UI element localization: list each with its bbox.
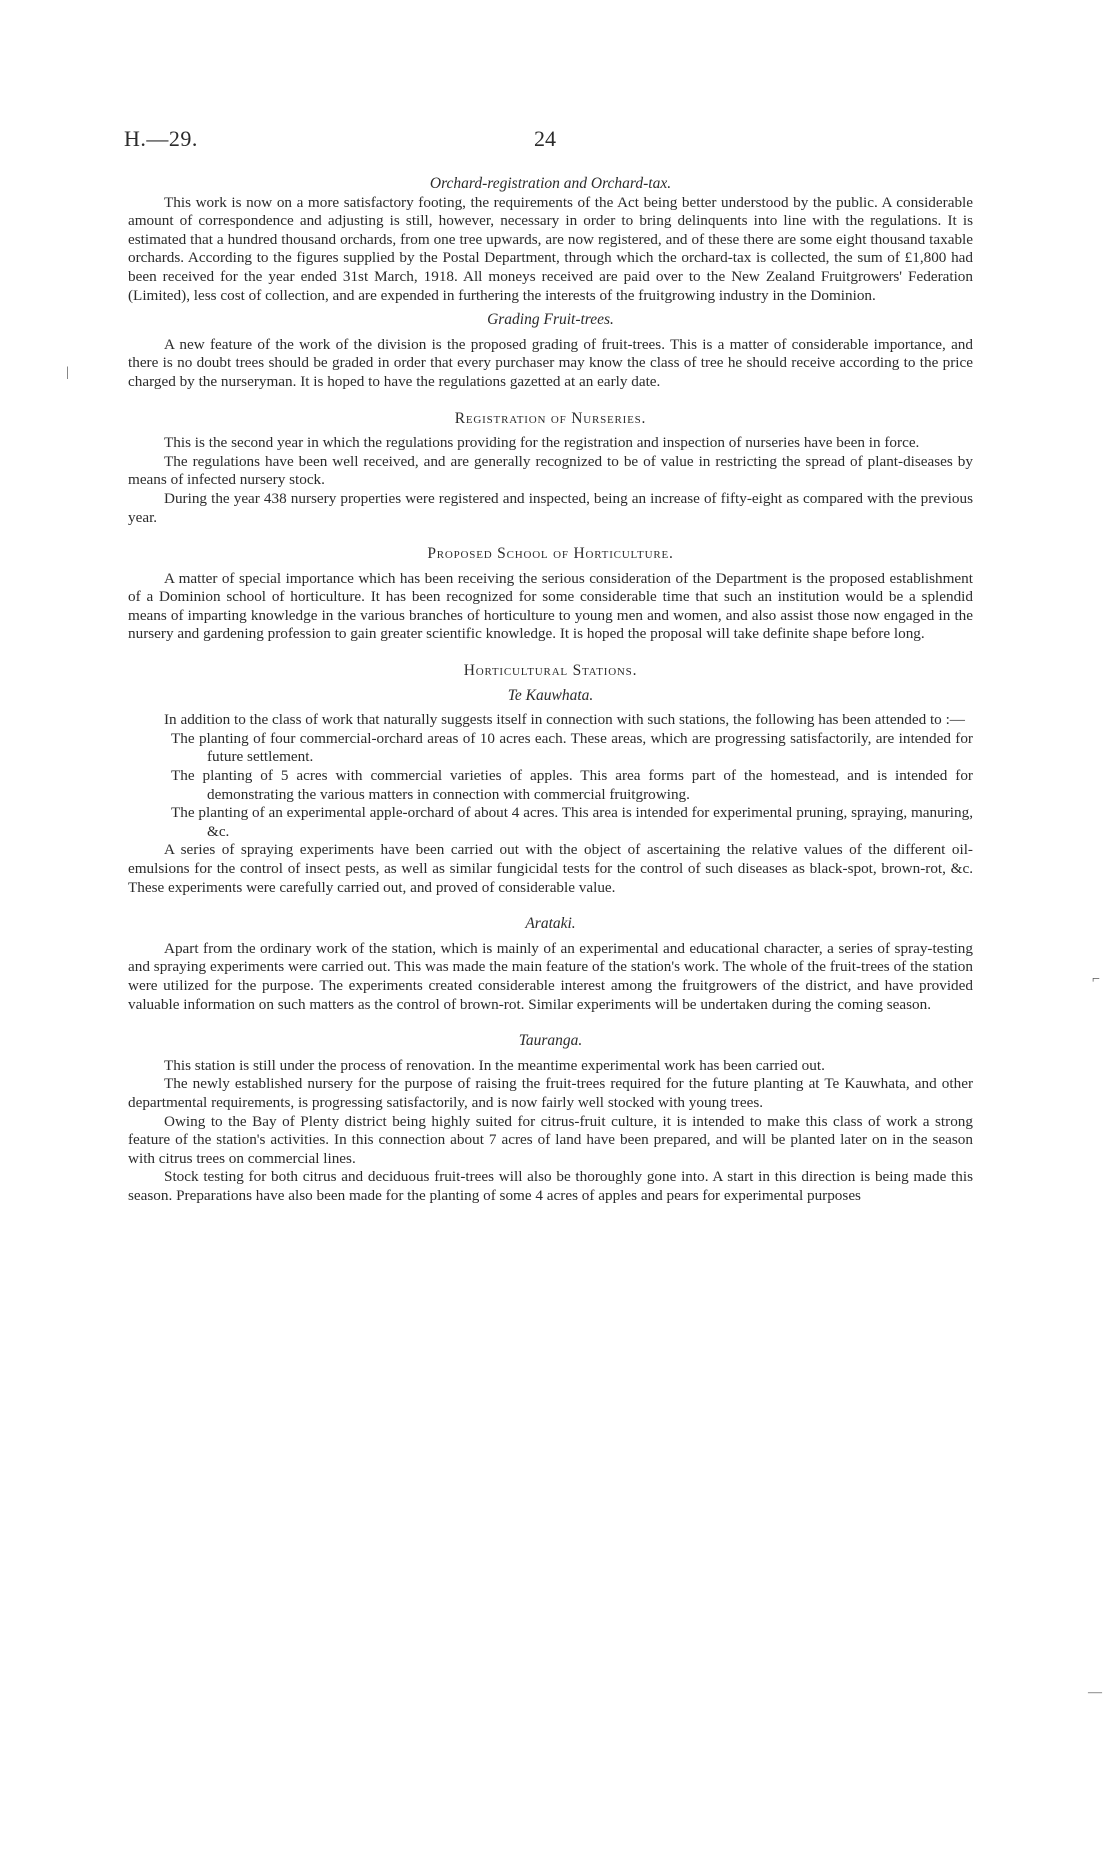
paragraph: The regulations have been well received, and are generally recognized to be of value in restricting the spread of plant-diseases by means of infected nursery stock. [128, 452, 973, 489]
section-title-grading: Grading Fruit-trees. [487, 311, 614, 329]
subsection-title-arataki: Arataki. [525, 915, 576, 933]
paragraph: This work is now on a more satisfactory footing, the requirements of the Act being better understood by the public. A considerable amount of correspondence and adjusting is still, however, necessary in order to bring delinquents into line with the regulations. It is estimated that a hundred thousand orchards, from one tree upwards, are now registered, and of these there are some eight thousand taxable orchards. According to the figures supplied by the Postal Department, through which the orchard-tax is collected, the sum of £1,800 had been received for the year ended 31st March, 1918. All moneys received are paid over to the New Zealand Fruitgrowers' Federation (Limited), less cost of collection, and are expended in furthering the interests of the fruitgrowing industry in the Dominion. [128, 193, 973, 304]
list-item: The planting of four commercial-orchard areas of 10 acres each. These areas, which are progressing satisfactorily, are intended for future settlement. [171, 729, 973, 766]
paragraph: The newly established nursery for the purpose of raising the fruit-trees required for the future planting at Te Kauwhata, and other departmental requirements, is progressing satisfactorily, and is now fairly well stocked with young trees. [128, 1075, 973, 1111]
section-title-horticultural-stations: Horticultural Stations. [463, 662, 638, 680]
paragraph: Apart from the ordinary work of the station, which is mainly of an experimental and educational character, a series of spray-testing and spraying experiments were carried out. This was made the main feature of the station's work. The whole of the fruit-trees of the station were utilized for the purpose. The experiments created considerable interest among the fruitgrowers of the district, and have provided valuable information on such matters as the control of brown-rot. Similar experiments will be undertaken during the coming season. [128, 939, 973, 1013]
document-reference: H.—29. [124, 126, 198, 151]
paragraph: In addition to the class of work that naturally suggests itself in connection with such stations, the following has been attended to :— [164, 711, 965, 729]
page-body [128, 175, 973, 1206]
paragraph: This is the second year in which the regulations providing for the registration and inspection of nurseries have been in force. [164, 434, 920, 452]
section-title-school-horticulture: Proposed School of Horticulture. [427, 545, 674, 563]
scan-mark: | [66, 365, 69, 380]
paragraph: A series of spraying experiments have been carried out with the object of ascertaining the relative values of the different oil-emulsions for the control of insect pests, as well as similar fungicidal tests for the control of such diseases as black-spot, brown-rot, &c. These experiments were carefully carried out, and proved of considerable value. [128, 841, 973, 896]
subsection-title-tauranga: Tauranga. [518, 1032, 583, 1050]
list-item: The planting of 5 acres with commercial varieties of apples. This area forms part of the homestead, and is intended for demonstrating the various matters in connection with commercial fruitgrowing. [171, 767, 973, 803]
paragraph: A matter of special importance which has been receiving the serious consideration of the Department is the proposed establishment of a Dominion school of horticulture. It has been recognized for some considerable time that such an institution would be a splendid means of imparting knowledge in the various branches of horticulture to young men and women, and also assist those now engaged in the nursery and gardening profession to gain greater scientific knowledge. It is hoped the proposal will take definite shape before long. [128, 569, 973, 643]
te-kauwhata-list [128, 730, 973, 842]
page-number: 24 [534, 126, 556, 151]
paragraph: A new feature of the work of the division is the proposed grading of fruit-trees. This is a matter of considerable importance, and there is no doubt trees should be graded in order that every purchaser may know the class of tree he should receive according to the price charged by the nurseryman. It is hoped to have the regulations gazetted at an early date. [128, 335, 973, 390]
page-header [0, 126, 1114, 156]
list-item: The planting of an experimental apple-orchard of about 4 acres. This area is intended for experimental pruning, spraying, manuring, &c. [171, 804, 973, 840]
paragraph: Owing to the Bay of Plenty district being highly suited for citrus-fruit culture, it is intended to make this class of work a strong feature of the station's activities. In this connection about 7 acres of land have been prepared, and will be planted later on in the season with citrus trees on commercial lines. [128, 1112, 973, 1167]
section-title-registration-nurseries: Registration of Nurseries. [454, 409, 647, 427]
paragraph: This station is still under the process of renovation. In the meantime experimental work has been carried out. [164, 1056, 825, 1074]
scan-mark: ⌐ [1092, 972, 1100, 987]
paragraph: During the year 438 nursery properties were registered and inspected, being an increase of fifty-eight as compared with the previous year. [128, 489, 973, 526]
scan-mark: — [1088, 1685, 1102, 1700]
paragraph: Stock testing for both citrus and deciduous fruit-trees will also be thoroughly gone into. A start in this direction is being made this season. Preparations have also been made for the planting of some 4 acres of apples and pears for experimental purposes [128, 1168, 973, 1204]
section-title-orchard-registration: Orchard-registration and Orchard-tax. [429, 175, 672, 192]
subsection-title-te-kauwhata: Te Kauwhata. [507, 686, 594, 704]
